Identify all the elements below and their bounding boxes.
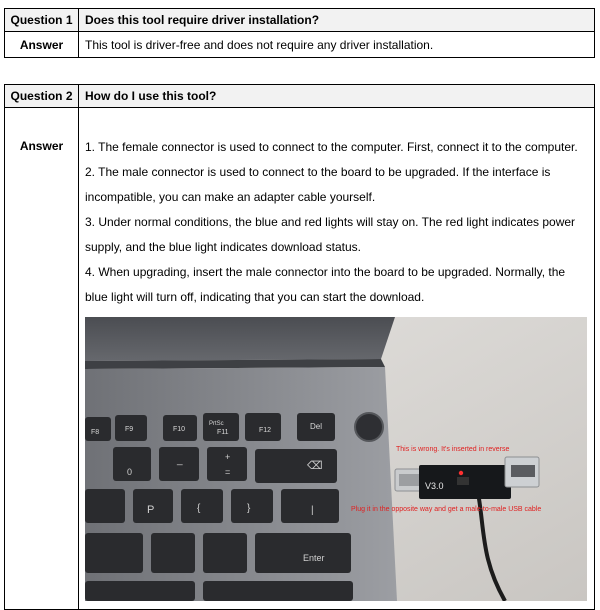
key-label: F9 — [125, 426, 134, 433]
answer-line: 1. The female connector is used to connect to the computer. First, connect it to the computer. — [85, 140, 578, 154]
key-pipe — [281, 489, 339, 523]
red-led — [459, 471, 463, 475]
key-label: PrtSc — [209, 421, 224, 427]
key-label: F8 — [91, 429, 100, 436]
key-f11 — [203, 413, 239, 441]
answer-row — [5, 32, 595, 58]
key-semicolon — [151, 533, 195, 573]
answer-line: 4. When upgrading, insert the male connector into the board to be upgraded. Normally, the — [85, 265, 566, 279]
key-label: Enter — [303, 553, 325, 563]
key-o — [85, 489, 125, 523]
question-label: Question 2 — [5, 85, 79, 108]
question-text: Does this tool require driver installation? — [79, 9, 595, 32]
power-button — [355, 413, 383, 441]
key-label: Del — [310, 422, 323, 431]
answer-label: Answer — [5, 32, 79, 58]
answer-text: This tool is driver-free and does not require any driver installation. — [79, 32, 595, 58]
key-shift — [203, 581, 353, 601]
board-version-label: V3.0 — [425, 481, 444, 491]
key-label: _ — [177, 455, 183, 466]
key-label: | — [311, 505, 314, 516]
backspace-icon: ⌫ — [307, 460, 323, 472]
answer-row — [5, 108, 595, 610]
question-row — [5, 85, 595, 108]
answer-label: Answer — [5, 108, 79, 610]
key-label: P — [147, 504, 155, 516]
question-text: How do I use this tool? — [79, 85, 595, 108]
answer-line: 2. The male connector is used to connect to the board to be upgraded. If the interface is — [85, 165, 551, 179]
usage-photo — [85, 317, 587, 601]
key-label: } — [247, 503, 251, 514]
answer-content — [79, 108, 595, 610]
faq-table-1 — [4, 8, 595, 58]
key-label: = — [225, 467, 231, 477]
answer-line: incompatible, you can make an adapter cable yourself. — [85, 190, 376, 204]
answer-steps — [85, 108, 594, 310]
key-label: F11 — [217, 429, 229, 436]
key-l — [85, 533, 143, 573]
answer-line: blue light will turn off, indicating that you can start the download. — [85, 290, 425, 304]
key-label: { — [197, 503, 201, 514]
key-quote — [203, 533, 247, 573]
photo-illustration — [85, 317, 587, 601]
laptop-lid — [85, 317, 395, 361]
key-label: F10 — [173, 426, 186, 433]
key-bottom-row — [85, 581, 195, 601]
key-label: + — [225, 452, 231, 462]
key-label: F12 — [259, 427, 272, 434]
key-label: 0 — [127, 467, 133, 477]
chip — [457, 477, 469, 485]
faq-table-2 — [4, 84, 595, 610]
question-label: Question 1 — [5, 9, 79, 32]
annotation-wrong: This is wrong. It's inserted in reverse — [396, 446, 510, 453]
answer-line: supply, and the blue light indicates download status. — [85, 240, 361, 254]
key-open-brace — [181, 489, 223, 523]
function-key-row — [85, 413, 335, 441]
key-close-brace — [231, 489, 273, 523]
female-usb-slot — [511, 465, 535, 477]
answer-line: 3. Under normal conditions, the blue and red lights will stay on. The red light indicates power — [85, 215, 576, 229]
annotation-opposite: Plug it in the opposite way and get a male-to-male USB cable — [351, 506, 542, 513]
question-row — [5, 9, 595, 32]
key-backspace — [255, 449, 337, 483]
